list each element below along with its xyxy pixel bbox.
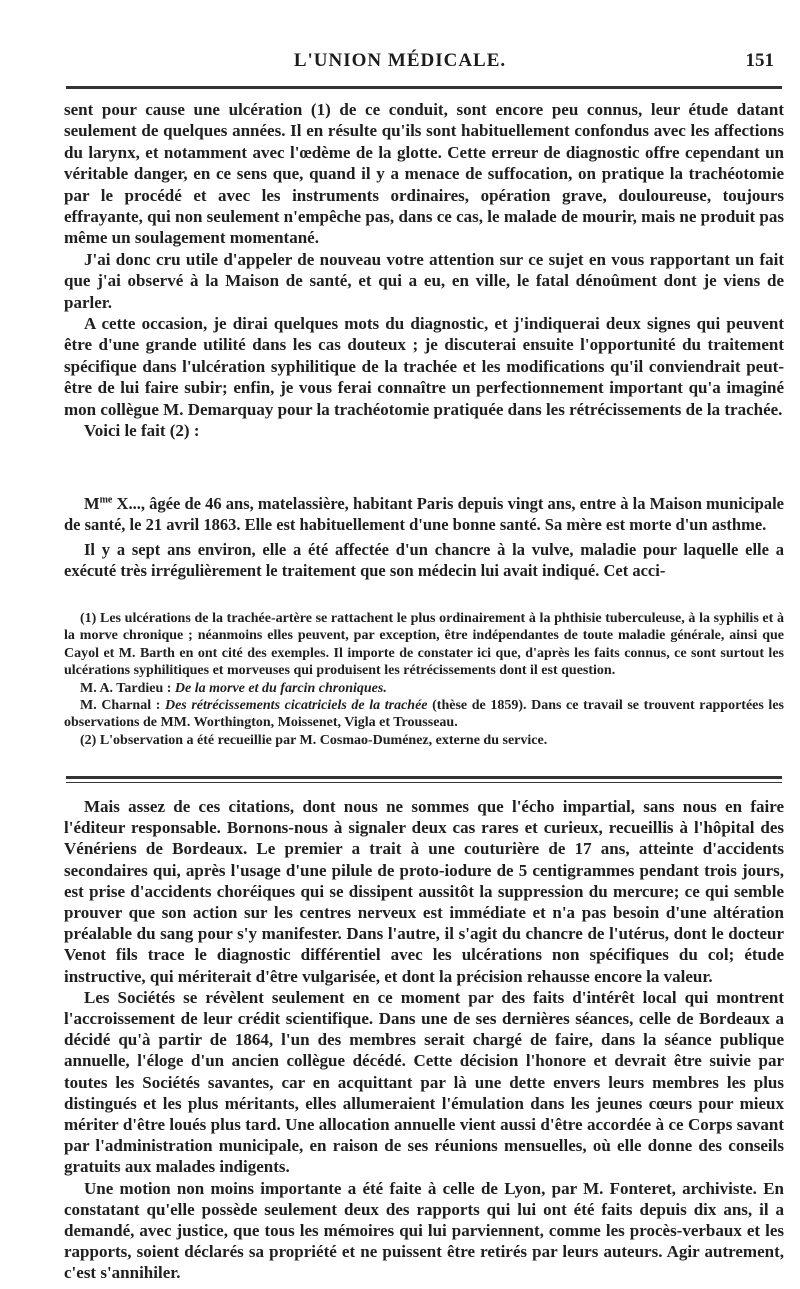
reference-author: M. Charnal : (80, 698, 165, 714)
paragraph: Voici le fait (2) : (84, 421, 200, 441)
paragraph: Une motion non moins importante a été faite à celle de Lyon, par M. Fonteret, archiviste. En constatant qu'elle possède seulement deux des rapports qui lui ont été faits depuis dix ans, il a demandé, avec justice, que tous les mémoires qui lui parviennent, comme les procès-verbaux et les rapports, soient déclarés sa propriété et ne puissent être retirés par leurs auteurs. Agir autrement, c'est s'annihiler. (64, 1178, 784, 1283)
paragraph: Mais assez de ces citations, dont nous ne sommes que l'écho impartial, sans nous en faire l'éditeur responsable. Bornons-nous à signaler deux cas rares et curieux, recueillis à l'hôpital des Vénériens de Bordeaux. Le premier a trait à une couturière de 17 ans, atteinte d'accidents secondaires qui, après l'usage d'une pilule de proto-iodure de 5 centigrammes pendant trois jours, est prise d'accidents choréiques qui se dissipent aussitôt la suppression du mercure; ce qui semble prouver que son action sur les centres nerveux est immédiate et n'a pas besoin d'une altération préalable du sang pour s'y manifester. Dans l'autre, il s'agit du chancre de l'utérus, dont le docteur Venot fils trace le diagnostic différentiel avec les ulcérations non spécifiques du col; étude instructive, qui mériterait d'être vulgarisée, et dont la précision rehausse encore la valeur. (64, 797, 784, 986)
page-number: 151 (745, 50, 774, 71)
page-header (0, 50, 800, 80)
observation-text: X..., âgée de 46 ans, matelassière, habitant Paris depuis vingt ans, entre à la Maison municipale de santé, le 21 avril 1863. Elle est habituellement d'une bonne santé. Sa mère est morte d'un asthme. (64, 494, 784, 534)
main-text (64, 99, 784, 442)
header-rule (66, 86, 782, 89)
footnote-reference (64, 697, 784, 732)
observation-paragraph (64, 494, 784, 535)
case-observation (64, 494, 784, 581)
reference-author: M. A. Tardieu : (80, 680, 175, 696)
running-title: L'UNION MÉDICALE. (293, 50, 507, 71)
footnote-reference (64, 680, 784, 697)
patient-title: M (84, 494, 100, 513)
paragraph: A cette occasion, je dirai quelques mots du diagnostic, et j'indiquerai deux signes qui peuvent être d'une grande utilité dans les cas douteux ; je discuterai ensuite l'opportunité du traitement spécifique dans l'ulcération syphilitique de la trachée et les modifications qu'il conviendrait peut-être de lui faire subir; enfin, je vous ferai connaître un perfectionnement important qu'a imaginé mon collègue M. Demarquay pour la trachéotomie pratiquée dans les rétrécissements de la trachée. (64, 314, 784, 419)
reference-title: Des rétrécissements cicatriciels de la trachée (164, 698, 428, 714)
section-divider (66, 776, 782, 783)
paragraph: J'ai donc cru utile d'appeler de nouveau votre attention sur ce sujet en vous rapportant un fait que j'ai observé à la Maison de santé, et qui a eu, en ville, le fatal dénoûment dont je viens de parler. (64, 249, 784, 312)
reference-title: De la morve et du farcin chroniques. (174, 680, 387, 696)
footnote-1: (1) Les ulcérations de la trachée-artère se rattachent le plus ordinairement à la phthisie tuberculeuse, à la syphilis et à la morve chronique ; néanmoins elles peuvent, par exception, être indépendantes de toute maladie générale, ainsi que Cayol et M. Barth en ont cité des exemples. Il importe de constater ici que, d'après les faits connus, ce sont surtout les ulcérations syphilitiques et morveuses qui produisent les rétrécissements dont il est question. (64, 611, 784, 679)
paragraph: sent pour cause une ulcération (1) de ce conduit, sont encore peu connus, leur étude datant seulement de quelques années. Il en résulte qu'ils sont habituellement confondus avec les affections du larynx, et notamment avec l'œdème de la glotte. Cette erreur de diagnostic offre cependant un véritable danger, en ce sens que, quand il y a menace de suffocation, on pratique la trachéotomie par le procédé et avec les instruments ordinaires, opération grave, douloureuse, toujours effrayante, qui non seulement n'empêche pas, dans ce cas, le malade de mourir, mais ne produit pas même un soulagement momentané. (64, 100, 784, 248)
paragraph: Les Sociétés se révèlent seulement en ce moment par des faits d'intérêt local qui montrent l'accroissement de leur crédit scientifique. Dans une de ses dernières séances, celle de Bordeaux a décidé qu'à partir de 1864, l'un des membres serait chargé de faire, dans la séance publique annuelle, l'éloge d'un ancien collègue décédé. Cette décision l'honore et devrait être suivie par toutes les Sociétés savantes, car en acquittant par là une dette envers leurs membres les plus distingués et les plus méritants, elles allumeraient l'émulation dans les jeunes cœurs pour mieux mériter d'être loués plus tard. Une allocation annuelle vient aussi d'être accordée à ce Corps savant par l'administration municipale, en raison de ses réunions mensuelles, où elle donne des conseils gratuits aux malades indigents. (64, 987, 784, 1177)
footnotes (64, 610, 784, 749)
footnote-2: (2) L'observation a été recueillie par M. Cosmao-Duménez, externe du service. (80, 732, 548, 748)
observation-paragraph: Il y a sept ans environ, elle a été affectée d'un chancre à la vulve, maladie pour laquelle elle a exécuté très irrégulièrement le traitement que son médecin lui avait indiqué. Cet acci- (64, 540, 784, 580)
reference-rest: (thèse de 1859). Dans ce travail se trouvent rapportées les observations de MM. Worthington, Moissenet, Vigla et Trousseau. (64, 698, 784, 731)
feuilleton-text (64, 796, 784, 1284)
patient-title-superscript: me (99, 494, 113, 506)
